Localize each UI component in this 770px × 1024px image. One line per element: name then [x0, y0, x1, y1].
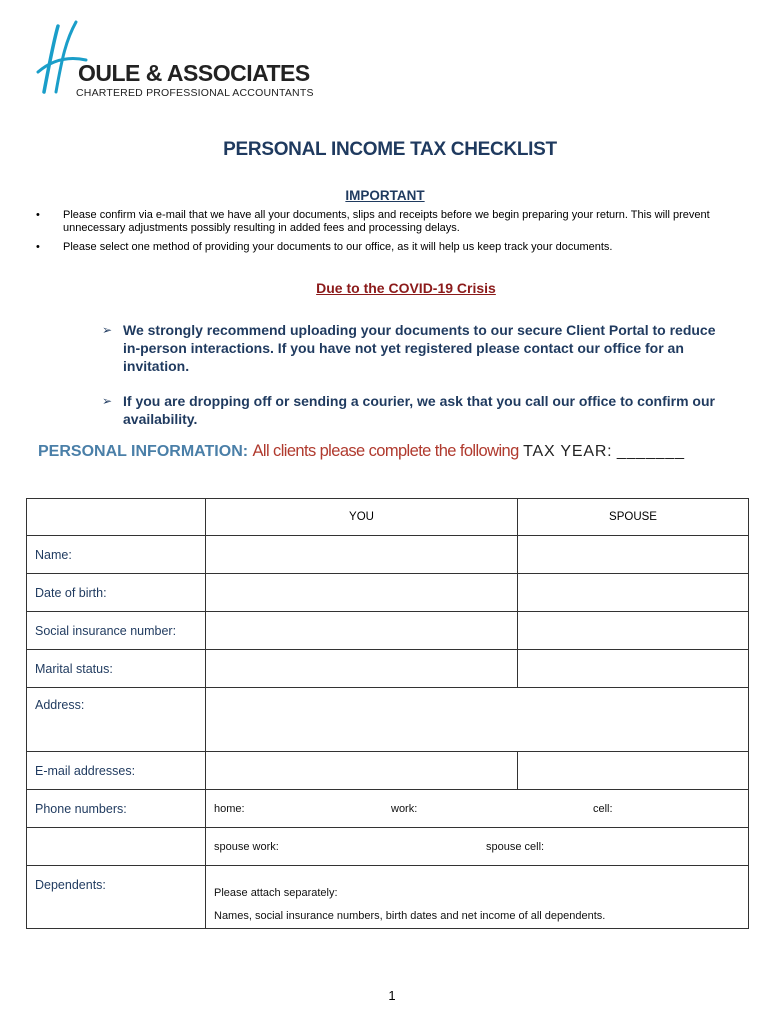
bullet-icon: •	[36, 209, 40, 221]
phone-field[interactable]	[206, 790, 749, 828]
list-item-text: We strongly recommend uploading your documents to our secure Client Portal to reduce in-person interactions. If you have not yet registered please contact our office for an invitation.	[123, 322, 716, 374]
tax-year-label: TAX YEAR:	[523, 443, 613, 460]
table-row	[27, 866, 749, 929]
table-row	[27, 790, 749, 828]
marital-you-field[interactable]	[206, 650, 518, 688]
marital-label: Marital status:	[27, 650, 206, 688]
company-logo	[36, 20, 314, 102]
arrow-bullet-icon: ➢	[102, 323, 113, 337]
dob-spouse-field[interactable]	[518, 574, 749, 612]
covid-heading: Due to the COVID-19 Crisis	[316, 280, 496, 296]
marital-spouse-field[interactable]	[518, 650, 749, 688]
list-item-text: Please select one method of providing your documents to our office, as it will help us keep track your documents.	[63, 241, 613, 253]
personal-info-heading: PERSONAL INFORMATION:	[38, 443, 249, 460]
table-row	[27, 499, 749, 536]
dependents-note-attach: Please attach separately:	[214, 887, 338, 899]
table-row	[27, 828, 749, 866]
personal-info-header	[38, 442, 758, 461]
spouse-phone-field[interactable]	[206, 828, 749, 866]
important-list	[36, 209, 762, 260]
sin-spouse-field[interactable]	[518, 612, 749, 650]
logo-company-name: OULE & ASSOCIATES	[78, 60, 310, 86]
list-item	[102, 392, 732, 428]
page-number: 1	[388, 988, 396, 1003]
column-header-you: YOU	[206, 499, 518, 536]
dob-you-field[interactable]	[206, 574, 518, 612]
table-row	[27, 650, 749, 688]
header-empty-cell	[27, 499, 206, 536]
phone-label: Phone numbers:	[27, 790, 206, 828]
sin-label: Social insurance number:	[27, 612, 206, 650]
important-heading: IMPORTANT	[345, 188, 425, 203]
arrow-bullet-icon: ➢	[102, 394, 113, 408]
address-label: Address:	[27, 688, 206, 752]
dob-label: Date of birth:	[27, 574, 206, 612]
email-label: E-mail addresses:	[27, 752, 206, 790]
name-you-field[interactable]	[206, 536, 518, 574]
phone-home-label: home:	[214, 802, 245, 815]
sin-you-field[interactable]	[206, 612, 518, 650]
dependents-note-details: Names, social insurance numbers, birth dates and net income of all dependents.	[214, 910, 606, 922]
name-spouse-field[interactable]	[518, 536, 749, 574]
name-label: Name:	[27, 536, 206, 574]
covid-list	[102, 321, 732, 445]
list-item-text: Please confirm via e-mail that we have all your documents, slips and receipts before we begin preparing your return. This will prevent unnecessary adjustments possibly resulting in added fees and processing delays.	[63, 209, 710, 234]
email-spouse-field[interactable]	[518, 752, 749, 790]
spouse-work-label: spouse work:	[214, 840, 279, 853]
list-item	[36, 209, 762, 235]
phone-work-label: work:	[391, 802, 418, 815]
table-row	[27, 536, 749, 574]
table-row	[27, 574, 749, 612]
phone-cell-label: cell:	[593, 802, 613, 815]
list-item-text: If you are dropping off or sending a courier, we ask that you call our office to confirm our availability.	[123, 393, 715, 427]
personal-info-note: All clients please complete the following	[252, 442, 519, 460]
spouse-cell-label: spouse cell:	[486, 840, 545, 853]
personal-info-table	[26, 498, 749, 929]
address-field[interactable]	[206, 688, 749, 752]
tax-year-field[interactable]: _______	[616, 443, 685, 460]
dependents-label: Dependents:	[27, 866, 206, 929]
table-row	[27, 752, 749, 790]
dependents-field[interactable]	[206, 866, 749, 929]
logo-subtitle: CHARTERED PROFESSIONAL ACCOUNTANTS	[76, 87, 314, 99]
email-you-field[interactable]	[206, 752, 518, 790]
list-item	[36, 241, 762, 254]
list-item	[102, 321, 732, 375]
table-row	[27, 612, 749, 650]
table-row	[27, 688, 749, 752]
bullet-icon: •	[36, 241, 40, 253]
phone-spouse-empty-label	[27, 828, 206, 866]
column-header-spouse: SPOUSE	[518, 499, 749, 536]
page-title: PERSONAL INCOME TAX CHECKLIST	[223, 139, 557, 160]
